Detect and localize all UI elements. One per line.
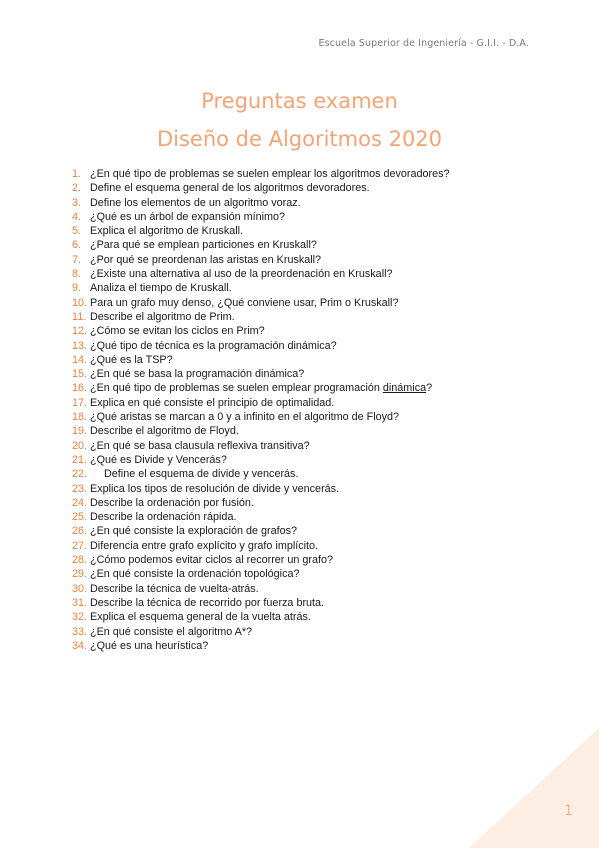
list-item	[72, 296, 552, 310]
question-text: ¿En qué tipo de problemas se suelen emplear los algoritmos devoradores?	[90, 168, 450, 180]
list-item	[72, 424, 552, 438]
question-text: ¿Cómo podemos evitar ciclos al recorrer un grafo?	[90, 554, 334, 567]
question-text: Describe el algoritmo de Prim.	[90, 310, 235, 323]
question-number: 31.	[72, 596, 88, 609]
list-item	[72, 539, 552, 553]
list-item	[72, 281, 552, 295]
list-item	[72, 253, 552, 267]
list-item	[72, 353, 552, 367]
list-item	[72, 224, 552, 238]
question-number: 14.	[72, 353, 88, 366]
question-number: 16.	[72, 382, 88, 395]
question-text: ¿En qué se basa clausula reflexiva transitiva?	[90, 439, 310, 452]
list-item	[72, 553, 552, 567]
question-text: ¿Qué es la TSP?	[90, 353, 173, 366]
question-text: ¿Para qué se emplean particiones en Kruskall?	[90, 239, 317, 252]
question-number: 30.	[72, 582, 88, 595]
question-number: 17.	[72, 396, 88, 409]
question-text: Describe la técnica de vuelta-atrás.	[90, 582, 259, 595]
question-text: Define los elementos de un algoritmo voraz.	[90, 196, 301, 209]
document-subtitle: Diseño de Algoritmos 2020	[156, 127, 443, 151]
list-item	[72, 410, 552, 424]
question-number: 18.	[72, 411, 88, 424]
question-number: 4.	[72, 210, 82, 223]
list-item	[72, 238, 552, 252]
list-item	[72, 439, 552, 453]
question-number: 26.	[72, 525, 88, 538]
question-number: 25.	[72, 511, 88, 524]
question-number: 1.	[72, 168, 82, 180]
question-text: Define el esquema de divide y vencerás.	[104, 468, 299, 481]
list-item	[72, 196, 552, 210]
question-number: 6.	[72, 239, 82, 252]
page-header: Escuela Superior de Ingeniería - G.I.I. - D.A.	[318, 38, 529, 49]
question-number: 19.	[72, 425, 88, 438]
list-item	[72, 453, 552, 467]
question-text: ¿Qué tipo de técnica es la programación dinámica?	[90, 339, 337, 352]
question-text: ¿Cómo se evitan los ciclos en Prim?	[90, 325, 265, 338]
question-text: Describe el algoritmo de Floyd.	[90, 425, 239, 438]
document-title: Preguntas examen	[201, 89, 398, 113]
question-number: 33.	[72, 625, 88, 638]
question-number: 5.	[72, 225, 82, 238]
question-text: Describe la ordenación por fusión.	[90, 496, 254, 509]
question-number: 32.	[72, 611, 88, 624]
list-item	[72, 310, 552, 324]
question-text: ¿Por qué se preordenan las aristas en Kruskall?	[90, 253, 322, 266]
question-number: 13.	[72, 339, 88, 352]
question-text: Explica el esquema general de la vuelta atrás.	[90, 611, 311, 624]
question-text: ¿Qué es un árbol de expansión mínimo?	[90, 210, 286, 223]
question-text: Describe la ordenación rápida.	[90, 511, 237, 524]
question-number: 9.	[72, 282, 82, 295]
list-item	[72, 510, 552, 524]
question-text: Define el esquema general de los algoritmos devoradores.	[90, 182, 370, 195]
question-text: Explica en qué consiste el principio de optimalidad.	[90, 396, 335, 409]
question-number: 22.	[72, 468, 88, 481]
question-number: 28.	[72, 554, 88, 567]
question-number: 11.	[72, 310, 87, 323]
list-item	[72, 482, 552, 496]
list-item	[72, 639, 552, 653]
question-text: Describe la técnica de recorrido por fuerza bruta.	[90, 596, 325, 609]
question-text: ¿En qué consiste el algoritmo A*?	[90, 625, 253, 638]
question-list	[72, 167, 552, 653]
question-text: Diferencia entre grafo explícito y grafo implícito.	[90, 539, 319, 552]
question-text-part: ?	[426, 382, 433, 395]
question-number: 3.	[72, 196, 82, 209]
list-item	[72, 567, 552, 581]
list-item	[72, 324, 552, 338]
question-text: ¿Qué es una heurística?	[90, 639, 209, 652]
question-number: 8.	[72, 268, 82, 281]
list-item	[72, 167, 552, 181]
question-number: 29.	[72, 568, 88, 581]
list-item	[72, 210, 552, 224]
list-item	[72, 339, 552, 353]
question-text: ¿En qué consiste la ordenación topológica?	[90, 568, 300, 581]
list-item	[72, 181, 552, 195]
question-text	[90, 381, 432, 395]
corner-decoration	[469, 728, 599, 848]
question-number: 2.	[72, 182, 82, 195]
page-number: 1	[564, 803, 573, 819]
list-item	[72, 367, 552, 381]
question-text: ¿Existe una alternativa al uso de la preordenación en Kruskall?	[90, 268, 393, 281]
underlined-word: dinámica	[382, 382, 427, 395]
question-number: 24.	[72, 496, 88, 509]
question-text: ¿En qué consiste la exploración de grafos?	[90, 525, 298, 538]
list-item	[72, 496, 552, 510]
list-item	[72, 596, 552, 610]
question-text: ¿Qué es Divide y Vencerás?	[90, 453, 227, 466]
question-text: Explica el algoritmo de Kruskall.	[90, 225, 244, 238]
question-number: 20.	[72, 439, 88, 452]
question-text: ¿Qué aristas se marcan a 0 y a infinito en el algoritmo de Floyd?	[90, 411, 400, 424]
question-text: Explica los tipos de resolución de divide y vencerás.	[90, 482, 340, 495]
list-item	[72, 610, 552, 624]
list-item	[72, 396, 552, 410]
list-item	[72, 381, 552, 395]
question-number: 21.	[72, 453, 88, 466]
list-item	[72, 267, 552, 281]
question-number: 12.	[72, 325, 88, 338]
question-number: 34.	[72, 639, 88, 652]
list-item	[72, 524, 552, 538]
question-number: 10.	[72, 296, 88, 309]
question-text: ¿En qué se basa la programación dinámica?	[90, 368, 305, 381]
question-text: Analiza el tiempo de Kruskall.	[90, 282, 232, 295]
list-item	[72, 582, 552, 596]
list-item	[72, 467, 552, 481]
question-text-part: ¿En qué tipo de problemas se suelen emplear programación	[90, 382, 383, 395]
question-number: 15.	[72, 368, 88, 381]
question-number: 7.	[72, 253, 82, 266]
question-text: Para un grafo muy denso, ¿Qué conviene usar, Prim o Kruskall?	[90, 296, 399, 309]
question-number: 23.	[72, 482, 88, 495]
list-item	[72, 625, 552, 639]
question-number: 27.	[72, 539, 88, 552]
